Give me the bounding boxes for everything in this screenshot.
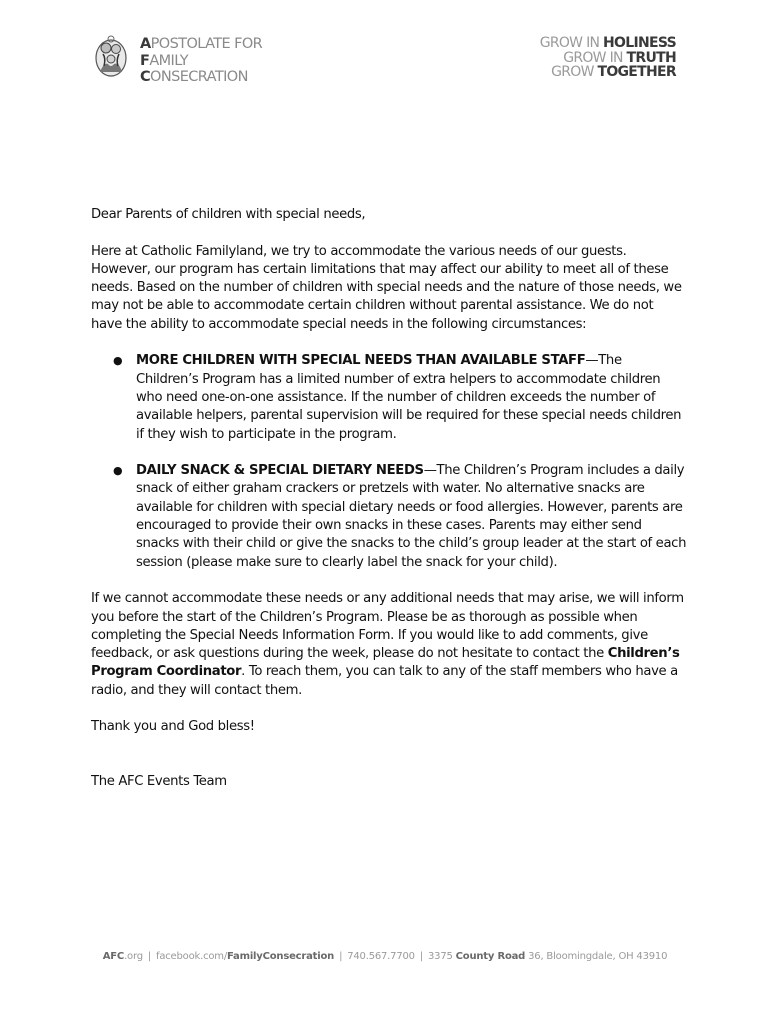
thanks-line: Thank you and God bless!	[91, 719, 255, 735]
tagline	[540, 36, 676, 80]
list-item-text: —The Children’s Program has a limited number of extra helpers to accommodate children who need one-on-one assistance. If the number of children exceeds the number of available helpers, parental supervision will be required for these special needs children if they wish to participate in the program.	[136, 353, 682, 442]
org-name-line-3: CONSECRATION	[140, 69, 248, 85]
footer-facebook: facebook.com/FamilyConsecration	[156, 951, 335, 962]
footer: AFC.org | facebook.com/FamilyConsecration | 740.567.7700 | 3375 County Road 36, Bloomingdale, OH 43910	[102, 951, 668, 962]
footer-address: 3375 County Road 36, Bloomingdale, OH 43910	[428, 951, 668, 962]
list-item	[113, 352, 687, 443]
coordinator-title: Children’s Program Coordinator	[91, 646, 680, 680]
signature: The AFC Events Team	[91, 774, 227, 790]
circumstances-list	[91, 352, 687, 572]
salutation: Dear Parents of children with special needs,	[91, 207, 366, 222]
list-item	[113, 462, 687, 572]
bullet-icon: ●	[113, 354, 123, 368]
list-item-heading: DAILY SNACK & SPECIAL DIETARY NEEDS	[136, 463, 424, 479]
tagline-line-1: GROW IN HOLINESS	[539, 35, 676, 51]
bullet-icon: ●	[113, 464, 123, 478]
letter-body	[91, 206, 687, 810]
list-item-text: —The Children’s Program includes a daily snack of either graham crackers or pretzels with water. No alternative snacks are available for children with special dietary needs or food allergies. However, parents are encouraged to provide their own snacks in these cases. Parents may either send snacks with their child or give the snacks to the child’s group leader at the start of each session (please make sure to clearly label the snack for your child).	[136, 463, 687, 570]
letterhead	[0, 0, 770, 100]
tagline-line-2: GROW IN TRUTH	[563, 49, 676, 66]
org-name-line-1: APOSTOLATE FOR	[140, 36, 263, 52]
intro-paragraph: Here at Catholic Familyland, we try to accommodate the various needs of our guests. However, our program has certain limitations that may affect our ability to meet all of these needs. Based on the number of children with special needs and the nature of those needs, we may not be able to accommodate certain children without parental assistance. We do not have the ability to accommodate special needs in the following circumstances:	[91, 243, 682, 332]
list-item-heading: MORE CHILDREN WITH SPECIAL NEEDS THAN AVAILABLE STAFF	[136, 353, 586, 369]
footer-phone: 740.567.7700	[347, 951, 415, 962]
footer-website: AFC.org	[102, 951, 143, 962]
organization-name	[140, 36, 262, 86]
holy-family-emblem-icon	[94, 34, 128, 78]
tagline-line-3: GROW TOGETHER	[551, 64, 676, 80]
closing-paragraph: If we cannot accommodate these needs or any additional needs that may arise, we will inform you before the start of the Children’s Program. Please be as thorough as possible when completing the Special Needs Information Form. If you would like to add comments, give feedback, or ask questions during the week, please do not hesitate to contact the Children’s Program Coordinator. To reach them, you can talk to any of the staff members who have a radio, and they will contact them.	[91, 591, 684, 698]
org-name-line-2: FAMILY	[140, 52, 189, 69]
